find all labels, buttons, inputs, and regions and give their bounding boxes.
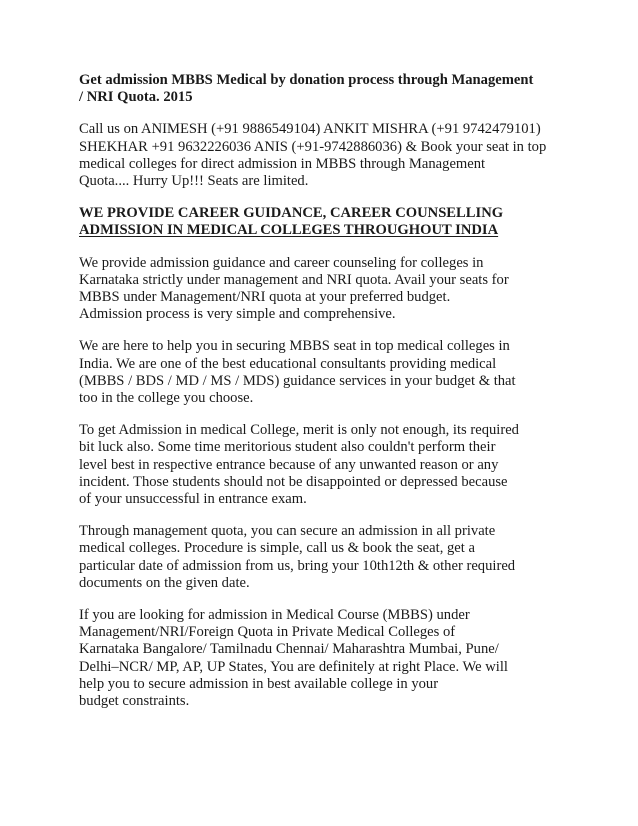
text-line: medical colleges for direct admission in MBBS through Management bbox=[79, 155, 486, 172]
title-line: Get admission MBBS Medical by donation process through Management bbox=[79, 72, 534, 88]
body-paragraph bbox=[79, 338, 565, 407]
text-line: too in the college you choose. bbox=[79, 390, 254, 407]
body-paragraph bbox=[79, 422, 565, 508]
text-line: Through management quota, you can secure an admission in all private bbox=[79, 523, 496, 540]
title-line: / NRI Quota. 2015 bbox=[79, 89, 193, 106]
text-line: Delhi–NCR/ MP, AP, UP States, You are definitely at right Place. We will bbox=[79, 658, 508, 675]
text-line: Admission process is very simple and comprehensive. bbox=[79, 306, 396, 323]
text-line: particular date of admission from us, bring your 10th12th & other required bbox=[79, 557, 516, 574]
document-page bbox=[79, 72, 565, 725]
text-line: Karnataka strictly under management and NRI quota. Avail your seats for bbox=[79, 271, 509, 288]
text-line: Karnataka Bangalore/ Tamilnadu Chennai/ Maharashtra Mumbai, Pune/ bbox=[79, 641, 499, 658]
text-line: (MBBS / BDS / MD / MS / MDS) guidance services in your budget & that bbox=[79, 372, 516, 389]
text-line: MBBS under Management/NRI quota at your preferred budget. bbox=[79, 289, 451, 306]
text-line: Quota.... Hurry Up!!! Seats are limited. bbox=[79, 173, 309, 190]
text-line: SHEKHAR +91 9632226036 ANIS (+91-9742886036) & Book your seat in top bbox=[79, 138, 547, 155]
contact-paragraph bbox=[79, 121, 565, 190]
text-line: We provide admission guidance and career counseling for colleges in bbox=[79, 254, 484, 271]
document-title bbox=[79, 72, 565, 106]
body-paragraph bbox=[79, 255, 565, 324]
text-line: medical colleges. Procedure is simple, call us & book the seat, get a bbox=[79, 540, 475, 557]
text-line: bit luck also. Some time meritorious student also couldn't perform their bbox=[79, 439, 496, 456]
text-line: of your unsuccessful in entrance exam. bbox=[79, 491, 307, 508]
text-line: Management/NRI/Foreign Quota in Private Medical Colleges of bbox=[79, 624, 456, 641]
section-heading bbox=[79, 205, 565, 239]
text-line: budget constraints. bbox=[79, 693, 190, 710]
heading-line: ADMISSION IN MEDICAL COLLEGES THROUGHOUT INDIA bbox=[79, 222, 499, 239]
text-line: India. We are one of the best educational consultants providing medical bbox=[79, 355, 497, 372]
body-paragraph bbox=[79, 523, 565, 592]
heading-line: WE PROVIDE CAREER GUIDANCE, CAREER COUNSELLING bbox=[79, 205, 504, 222]
text-line: documents on the given date. bbox=[79, 574, 250, 591]
text-line: To get Admission in medical College, merit is only not enough, its required bbox=[79, 422, 519, 439]
text-line: level best in respective entrance because of any unwanted reason or any bbox=[79, 456, 499, 473]
text-line: If you are looking for admission in Medical Course (MBBS) under bbox=[79, 607, 470, 624]
text-line: help you to secure admission in best available college in your bbox=[79, 675, 439, 692]
text-line: We are here to help you in securing MBBS seat in top medical colleges in bbox=[79, 338, 510, 355]
body-paragraph bbox=[79, 607, 565, 710]
text-line: Call us on ANIMESH (+91 9886549104) ANKIT MISHRA (+91 9742479101) bbox=[79, 121, 541, 138]
text-line: incident. Those students should not be disappointed or depressed because bbox=[79, 473, 508, 490]
